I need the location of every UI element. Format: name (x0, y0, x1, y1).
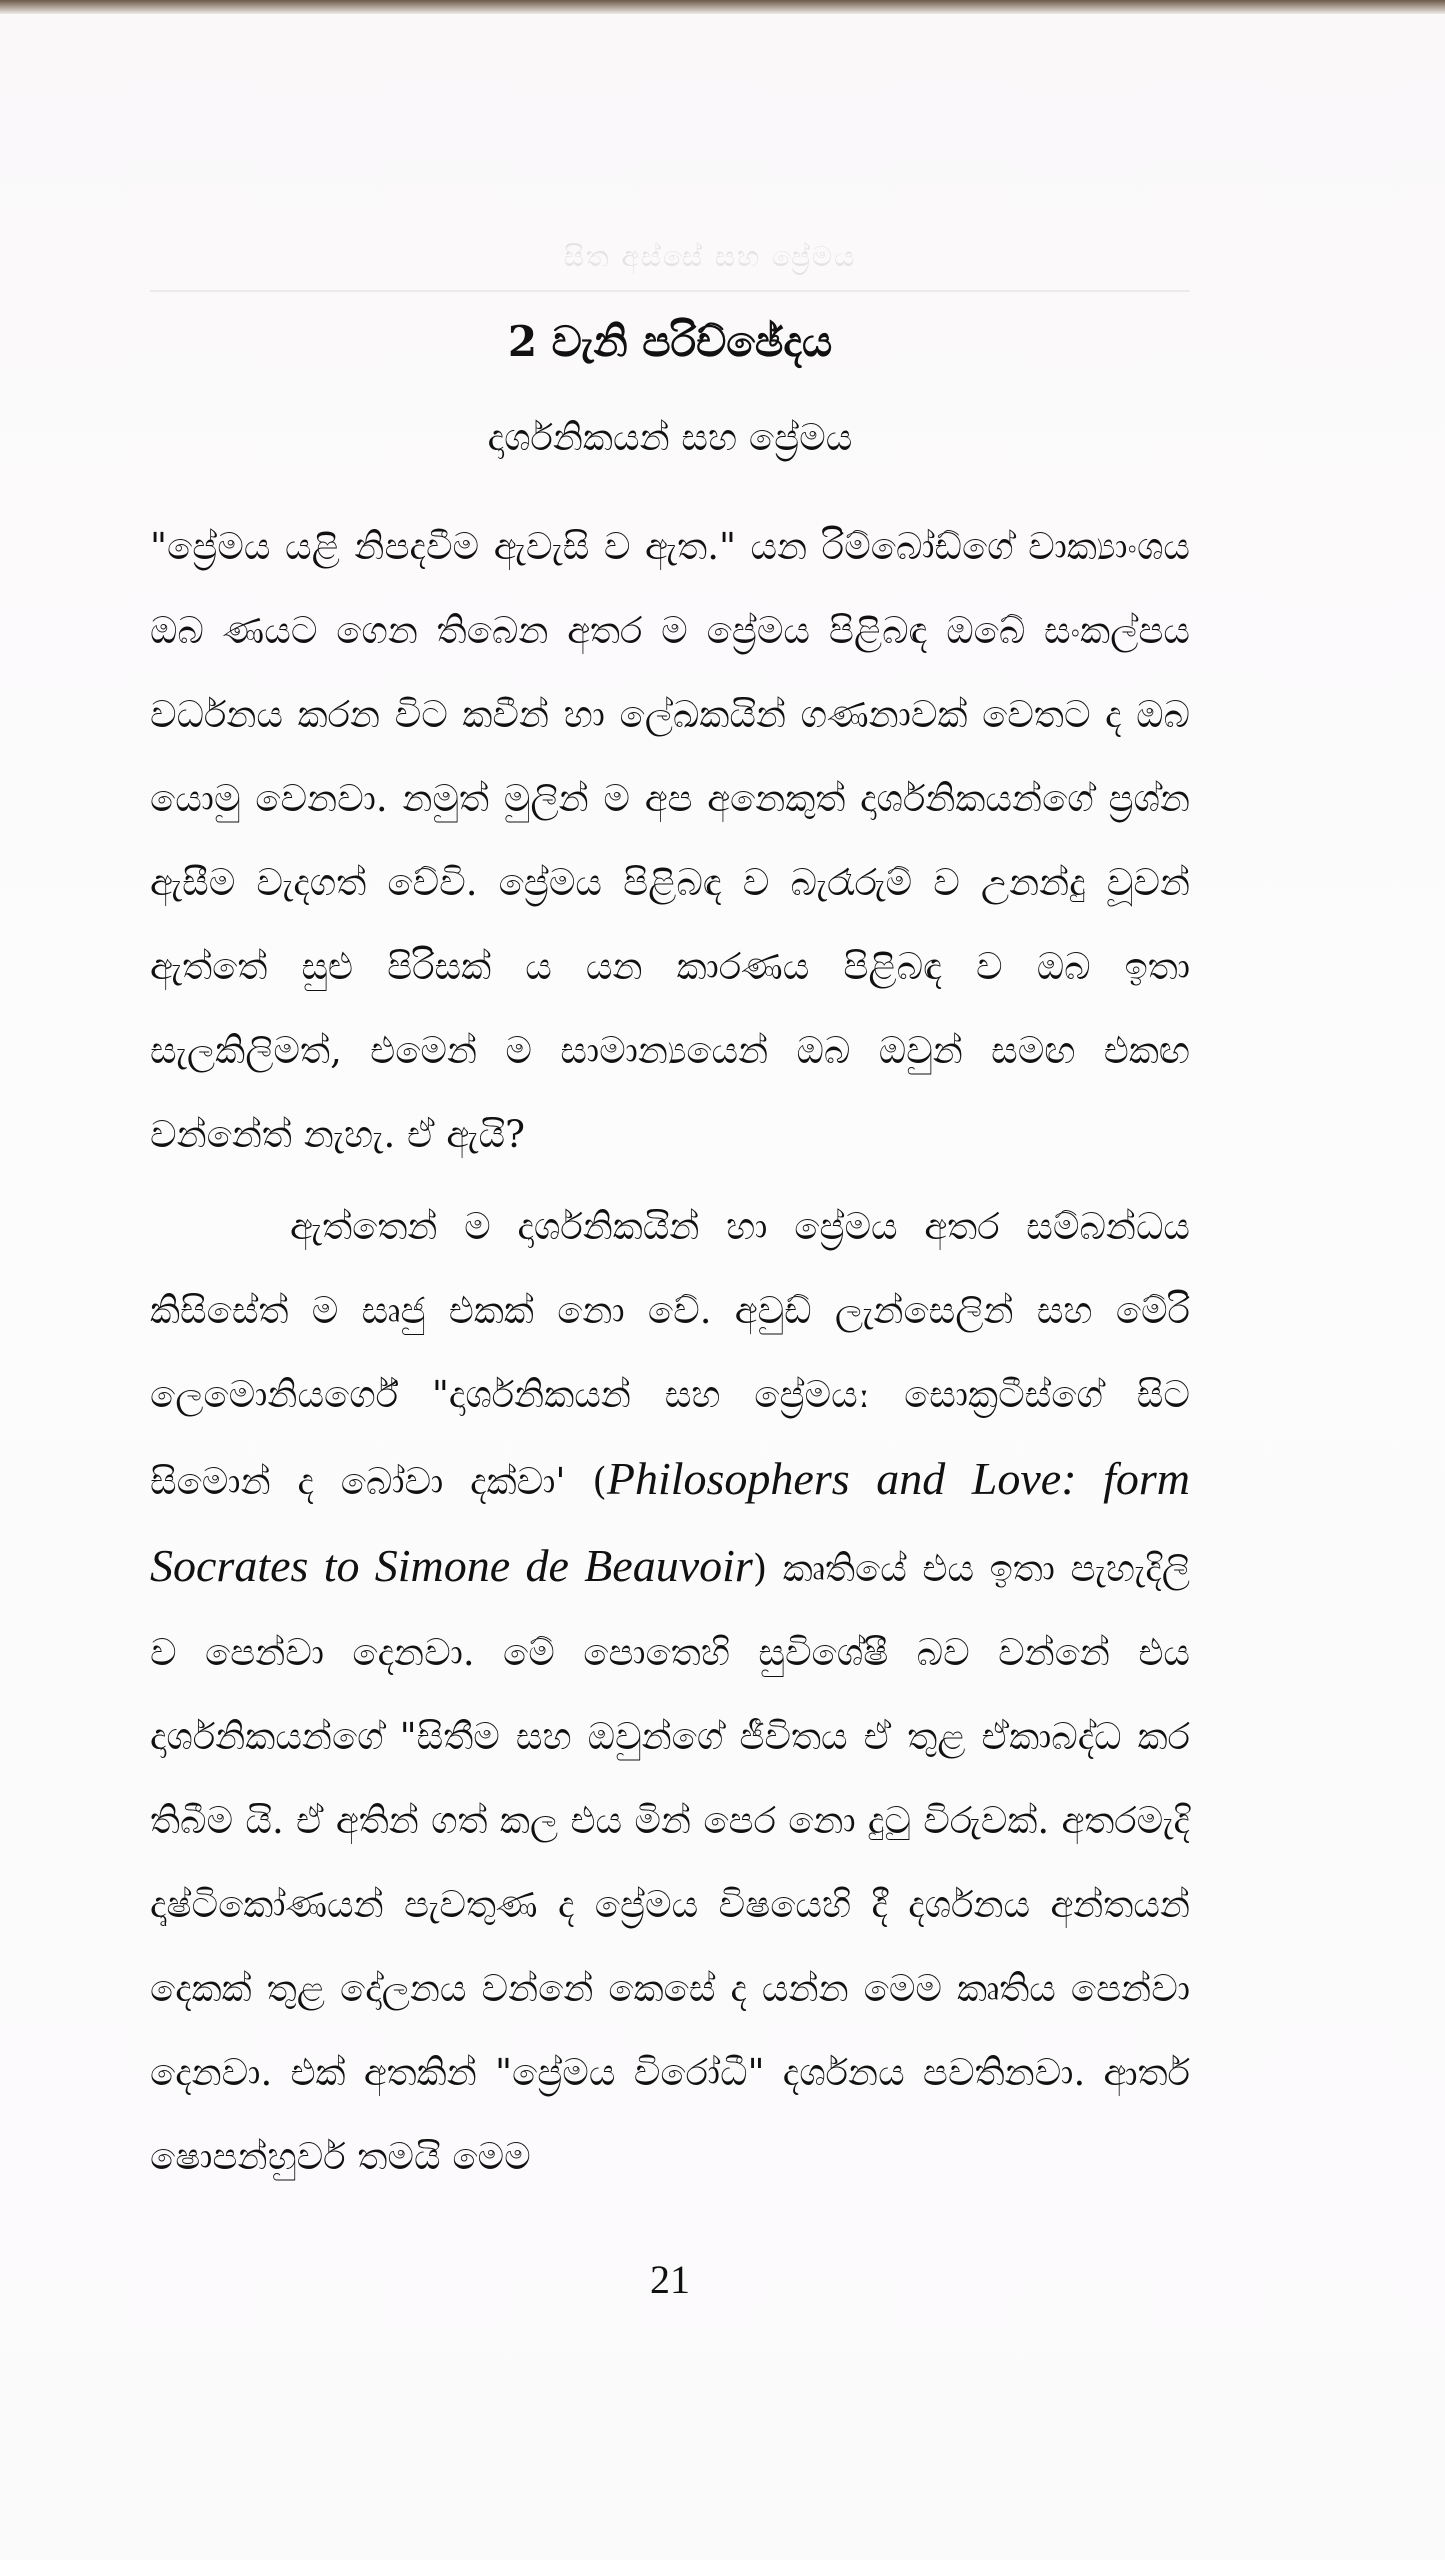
paragraph-2-text-b: ) කෘතියේ එය ඉතා පැහැදිලි ව පෙන්වා දෙනවා. මේ පොතෙහි සුවිශේෂී බව වන්නේ එය දාර්ශනිකයන්ගේ "සිතීම සහ ඔවුන්ගේ ජීවිතය ඒ තුළ ඒකාබද්ධ කර තිබීම යි. ඒ අතින් ගත් කල එය මින් පෙර නො දුටු විරුවක්. අතරමැදි දෘෂ්ටිකෝණයන් පැවතුණ ද ප්‍රේමය විෂයෙහි දී දර්ශනය අන්තයන් දෙකක් තුළ දෝලනය වන්නේ කෙසේ ද යන්න මෙම කෘතිය පෙන්වා දෙනවා. එක් අතකින් "ප්‍රේමය විරෝධී" දර්ශනය පවතිනවා. ආතර් ෂොපන්හුවර් තමයි මෙම (150, 1547, 1190, 2178)
bleed-through-rule (150, 290, 1190, 292)
paragraph-1: "ප්‍රේමය යළි නිපදවීම ඇවැසි ව ඇත." යන රිම්බෝඩ්ගේ වාක්‍යාංශය ඔබ ණයට ගෙන තිබෙන අතර ම ප්‍රේමය පිළිබඳ ඔබේ සංකල්පය වර්ධනය කරන විට කවීන් හා ලේඛකයින් ගණනාවක් වෙතට ද ඔබ යොමු වෙනවා. නමුත් මුලින් ම අප අනෙකුත් දාර්ශනිකයන්ගේ ප්‍රශ්න ඇසීම වැදගත් වේවි. ප්‍රේමය පිළිබඳ ව බැරෑරුම් ව උනන්දු වූවන් ඇත්තේ සුළු පිරිසක් ය යන කාරණය පිළිබඳ ව ඔබ ඉතා සැලකිලිමත්, එමෙන් ම සාමාන්‍යයෙන් ඔබ ඔවුන් සමඟ එකඟ වන්නේත් නැහැ. ඒ ඇයි? (150, 525, 1190, 1156)
book-title-english: Philosophers and Love: form Socrates to Simone de Beauvoir (150, 1453, 1190, 1591)
paragraph-2-text-a: ඇත්තෙන් ම දාර්ශනිකයින් හා ප්‍රේමය අතර සම්බන්ධය කිසිසේත් ම සෘජු එකක් නො වේ. අවුඩ් ලැන්සෙලින් සහ මේරි ලෙමොනියර්ගේ "දාර්ශනිකයන් සහ ප්‍රේමයː සොක්‍රටීස්ගේ සිට සිමොන් ද බෝවා දක්වා' ( (150, 1205, 1190, 1503)
paragraph-2 (150, 1185, 1190, 2199)
bleed-through-running-head: සිත අස්සේ සහ ප්‍රේමය (563, 240, 857, 273)
chapter-subtitle: දාර්ශනිකයන් සහ ප්‍රේමය (487, 416, 853, 459)
page-top-edge (0, 0, 1445, 14)
page-number: 21 (650, 2257, 690, 2302)
body-text (150, 505, 1190, 2199)
chapter-heading: 2 වැනි පරිච්ඡේදය (507, 317, 833, 366)
